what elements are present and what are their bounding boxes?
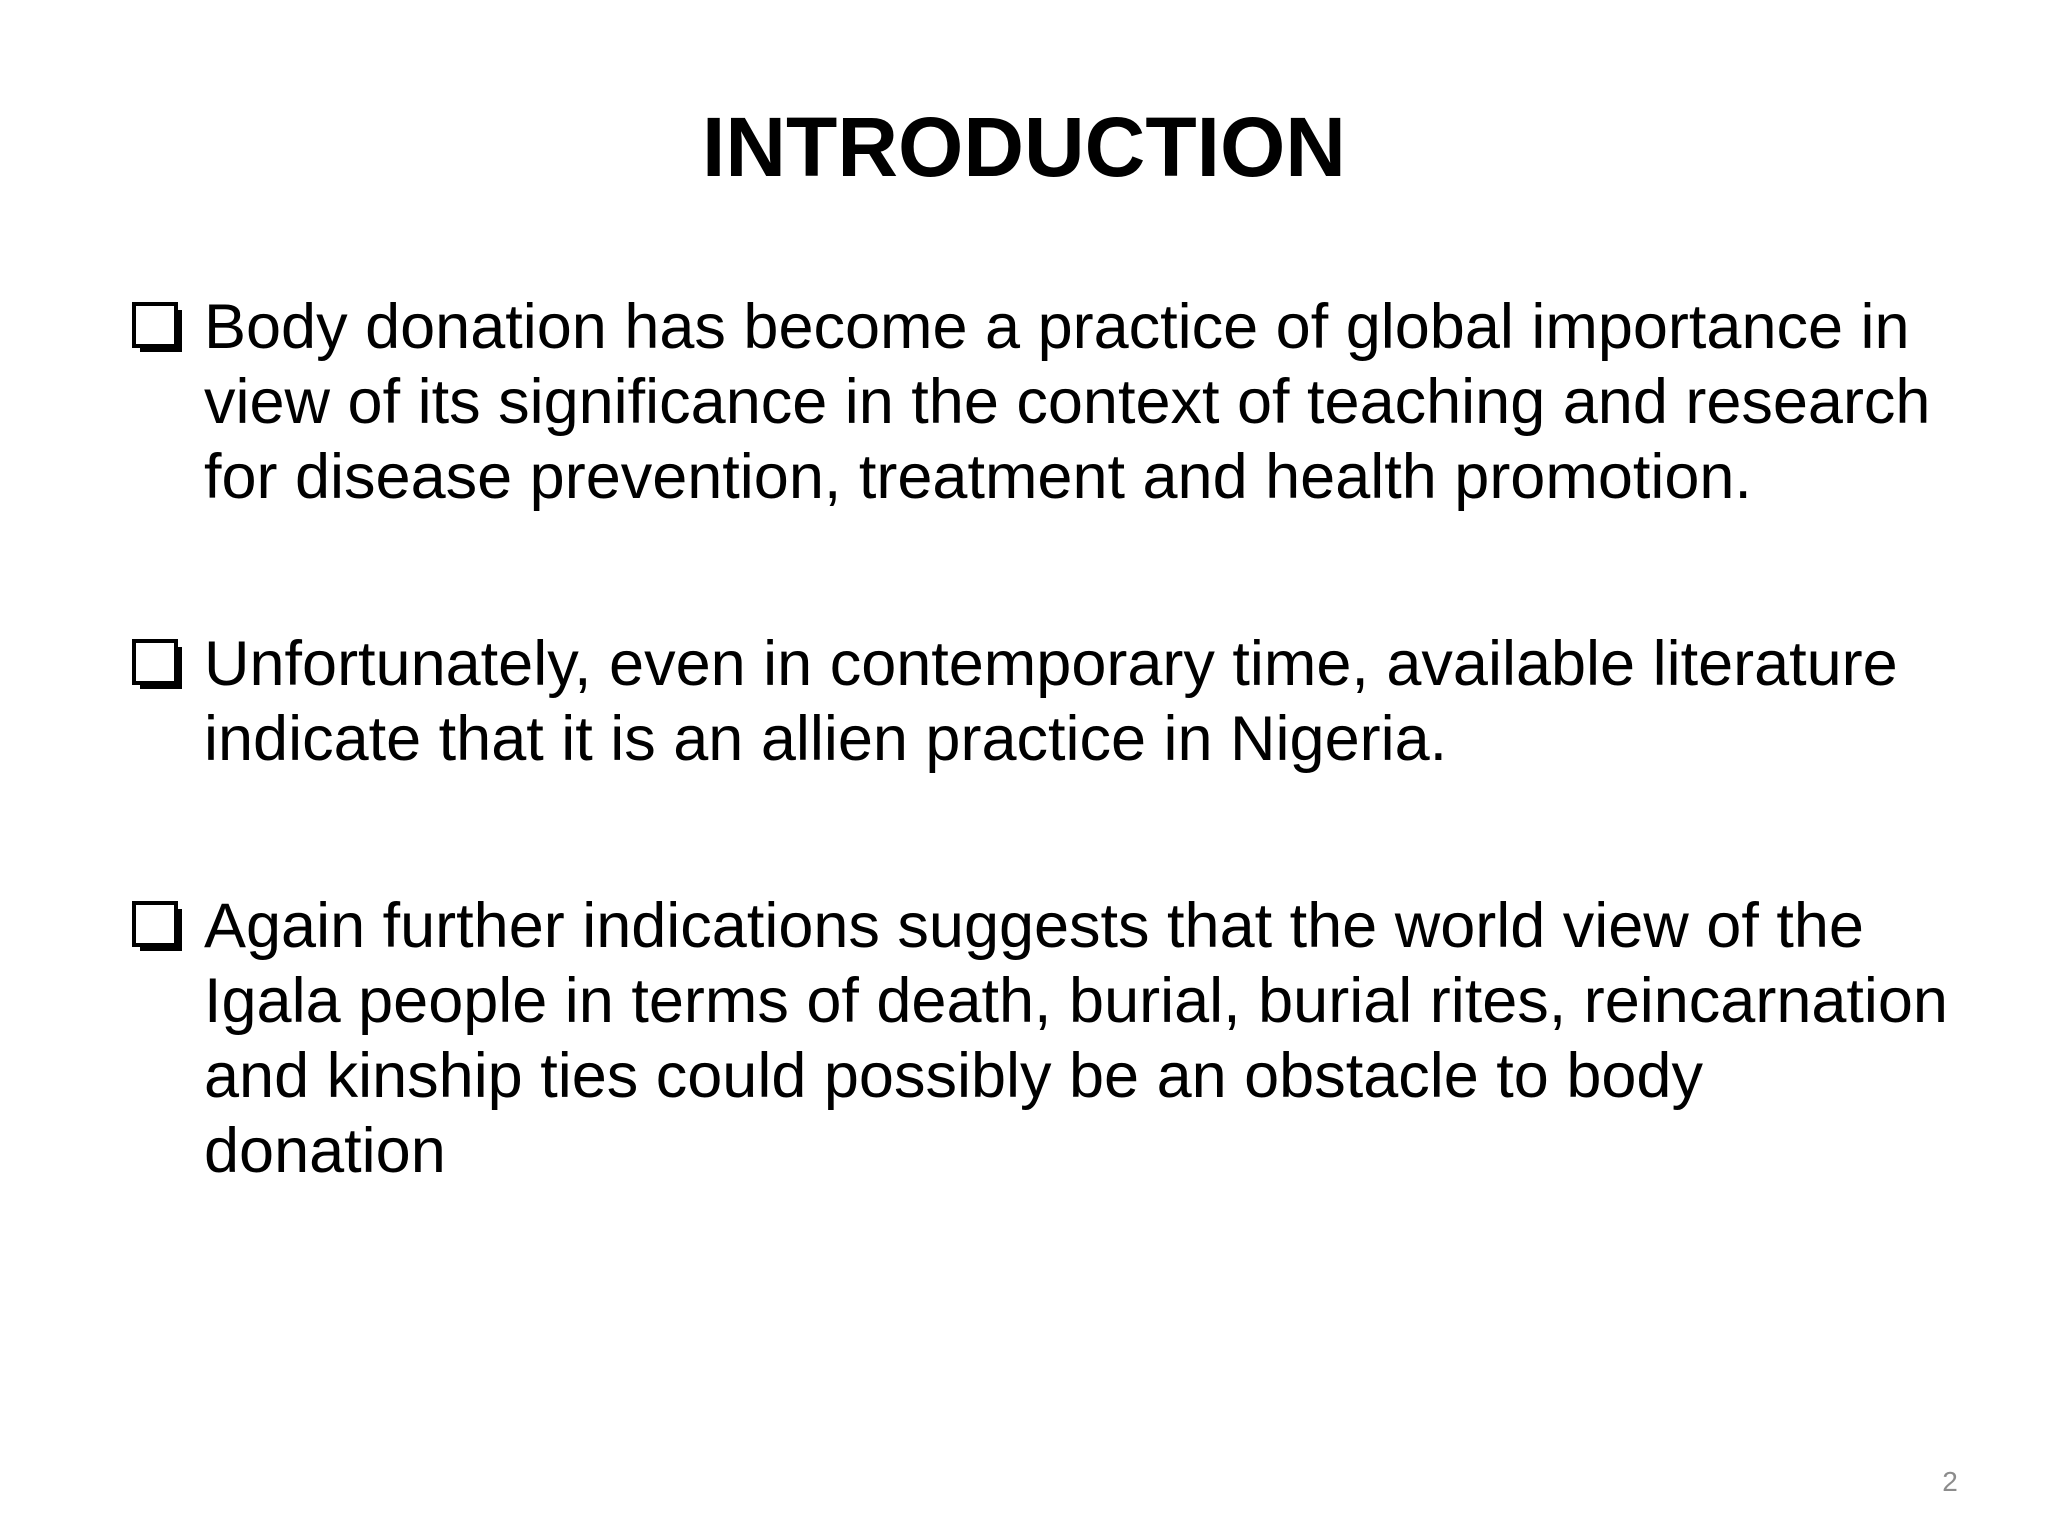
- bullet-list: [128, 290, 1948, 1189]
- hollow-square-shadow-icon: [132, 302, 184, 354]
- bullet-item: [128, 627, 1948, 777]
- slide-title: INTRODUCTION: [702, 100, 1346, 194]
- page-number: 2: [1942, 1466, 1958, 1497]
- bullet-item: [128, 889, 1948, 1189]
- bullet-text: Body donation has become a practice of global importance in view of its significance in the context of teaching and research for disease prevention, treatment and health promotion.: [204, 292, 1931, 512]
- bullet-text: Again further indications suggests that the world view of the Igala people in terms of death, burial, burial rites, reincarnation and kinship ties could possibly be an obstacle to body donation: [204, 891, 1948, 1186]
- hollow-square-shadow-icon: [132, 901, 184, 953]
- bullet-item: [128, 290, 1948, 515]
- bullet-text: Unfortunately, even in contemporary time, available literature indicate that it is an allien practice in Nigeria.: [204, 629, 1898, 774]
- hollow-square-shadow-icon: [132, 639, 184, 691]
